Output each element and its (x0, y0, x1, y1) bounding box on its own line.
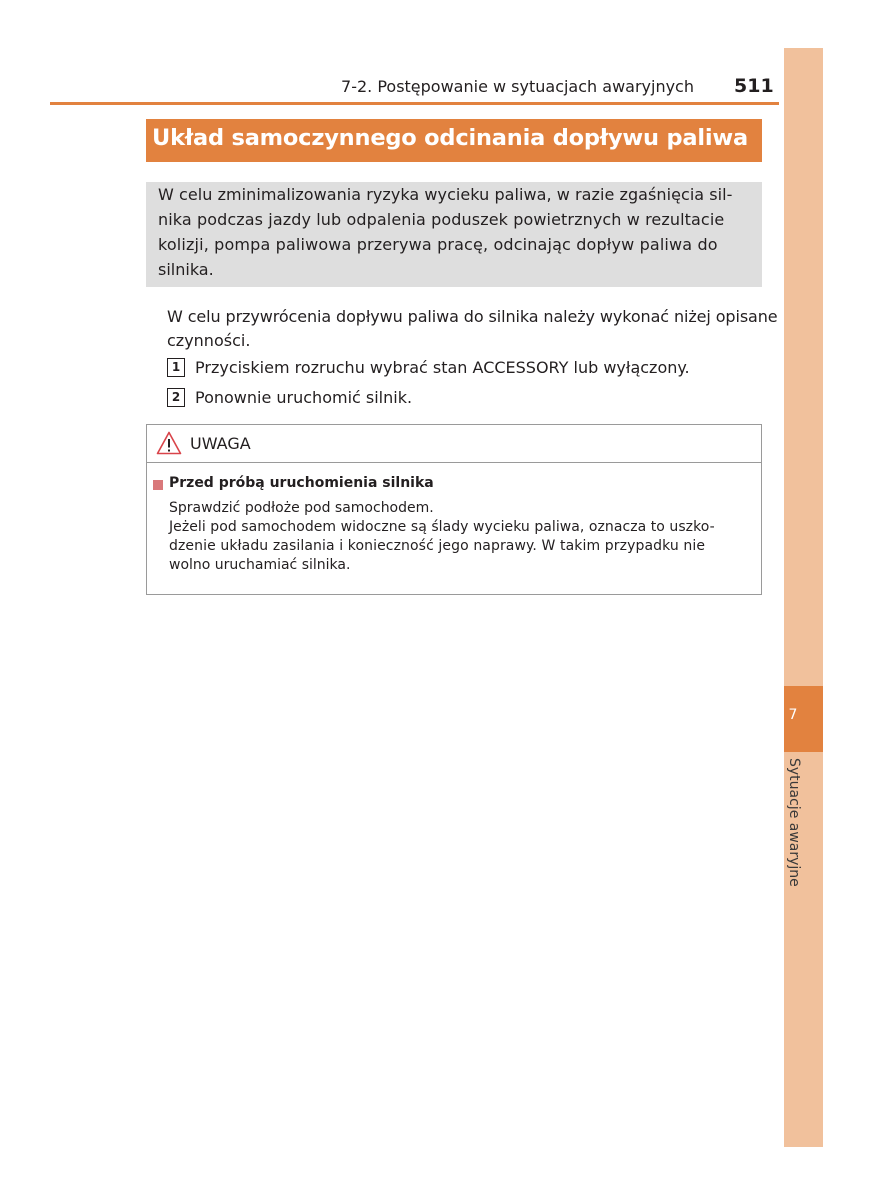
section-header: 7-2. Postępowanie w sytuacjach awaryjnych (341, 77, 694, 96)
step-item (167, 388, 412, 407)
warning-box (146, 424, 762, 595)
side-tab (784, 48, 823, 1147)
intro-box (146, 182, 762, 287)
chapter-number: 7 (788, 707, 798, 723)
intro-line: nika podczas jazdy lub odpalenia poduszek powietrznych w rezultacie (158, 210, 725, 229)
warning-line: dzenie układu zasilania i konieczność jego naprawy. W takim przypadku nie (169, 538, 706, 554)
page-title: Układ samoczynnego odcinania dopływu paliwa (152, 125, 748, 151)
body-line: W celu przywrócenia dopływu paliwa do silnika należy wykonać niżej opisane (167, 307, 778, 326)
warning-bullet (153, 480, 163, 490)
title-bar (146, 119, 762, 162)
step-text: Przyciskiem rozruchu wybrać stan ACCESSORY lub wyłączony. (195, 358, 690, 377)
warning-line: wolno uruchamiać silnika. (169, 557, 351, 573)
warning-title: UWAGA (190, 434, 251, 453)
page-number: 511 (734, 75, 774, 97)
intro-line: silnika. (158, 260, 214, 279)
step-text: Ponownie uruchomić silnik. (195, 388, 413, 407)
step-number-box: 2 (167, 388, 185, 407)
warning-triangle-icon (156, 431, 182, 455)
warning-heading: Przed próbą uruchomienia silnika (169, 475, 434, 491)
warning-line: Jeżeli pod samochodem widoczne są ślady wycieku paliwa, oznacza to uszko- (169, 519, 715, 535)
intro-line: W celu zminimalizowania ryzyka wycieku paliwa, w razie zgaśnięcia sil- (158, 185, 733, 204)
header-rule (50, 102, 779, 105)
step-item (167, 358, 690, 377)
warning-header (147, 425, 761, 463)
chapter-label: Sytuacje awaryjne (786, 758, 802, 887)
intro-line: kolizji, pompa paliwowa przerywa pracę, odcinając dopływ paliwa do (158, 235, 718, 254)
step-number-box: 1 (167, 358, 185, 377)
warning-line: Sprawdzić podłoże pod samochodem. (169, 500, 434, 516)
body-line: czynności. (167, 331, 251, 350)
